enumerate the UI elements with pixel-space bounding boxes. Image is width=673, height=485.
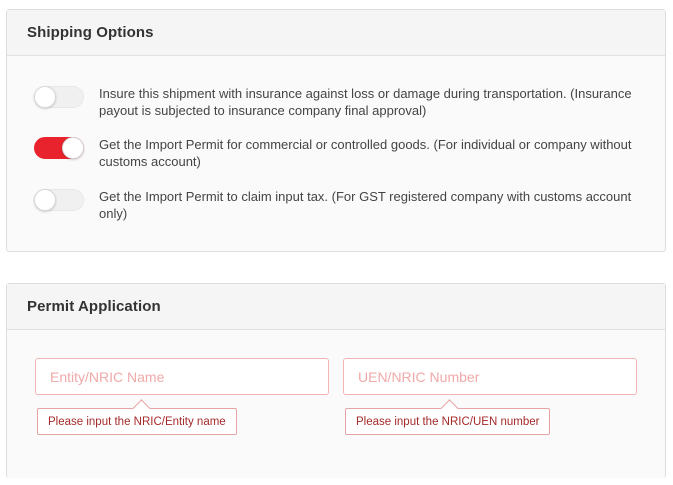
entity-name-field-group — [35, 358, 329, 428]
toggle-knob — [34, 189, 56, 211]
toggle-knob — [62, 137, 84, 159]
shipping-options-header — [7, 10, 665, 56]
insurance-option-label: Insure this shipment with insurance against loss or damage during transportation. (Insurance payout is subjected to insurance company final approval) — [99, 86, 632, 118]
uen-number-field-group — [343, 358, 637, 428]
shipping-options-panel — [6, 9, 666, 252]
import-permit-commercial-toggle[interactable] — [34, 137, 84, 159]
insurance-option — [34, 86, 634, 119]
uen-number-error-tooltip: Please input the NRIC/UEN number — [345, 408, 550, 435]
import-permit-commercial-label: Get the Import Permit for commercial or controlled goods. (For individual or company without customs account) — [99, 137, 632, 169]
permit-application-header — [7, 284, 665, 330]
permit-application-title: Permit Application — [27, 298, 161, 315]
toggle-knob — [34, 86, 56, 108]
import-permit-commercial-option — [34, 137, 634, 170]
import-permit-tax-label: Get the Import Permit to claim input tax. (For GST registered company with customs account only) — [99, 189, 632, 221]
uen-nric-number-input[interactable] — [343, 358, 637, 395]
entity-nric-name-input[interactable] — [35, 358, 329, 395]
insurance-toggle[interactable] — [34, 86, 84, 108]
permit-application-panel — [6, 283, 666, 478]
import-permit-tax-option — [34, 189, 634, 222]
shipping-options-title: Shipping Options — [27, 24, 154, 41]
entity-name-error-tooltip: Please input the NRIC/Entity name — [37, 408, 237, 435]
import-permit-tax-toggle[interactable] — [34, 189, 84, 211]
